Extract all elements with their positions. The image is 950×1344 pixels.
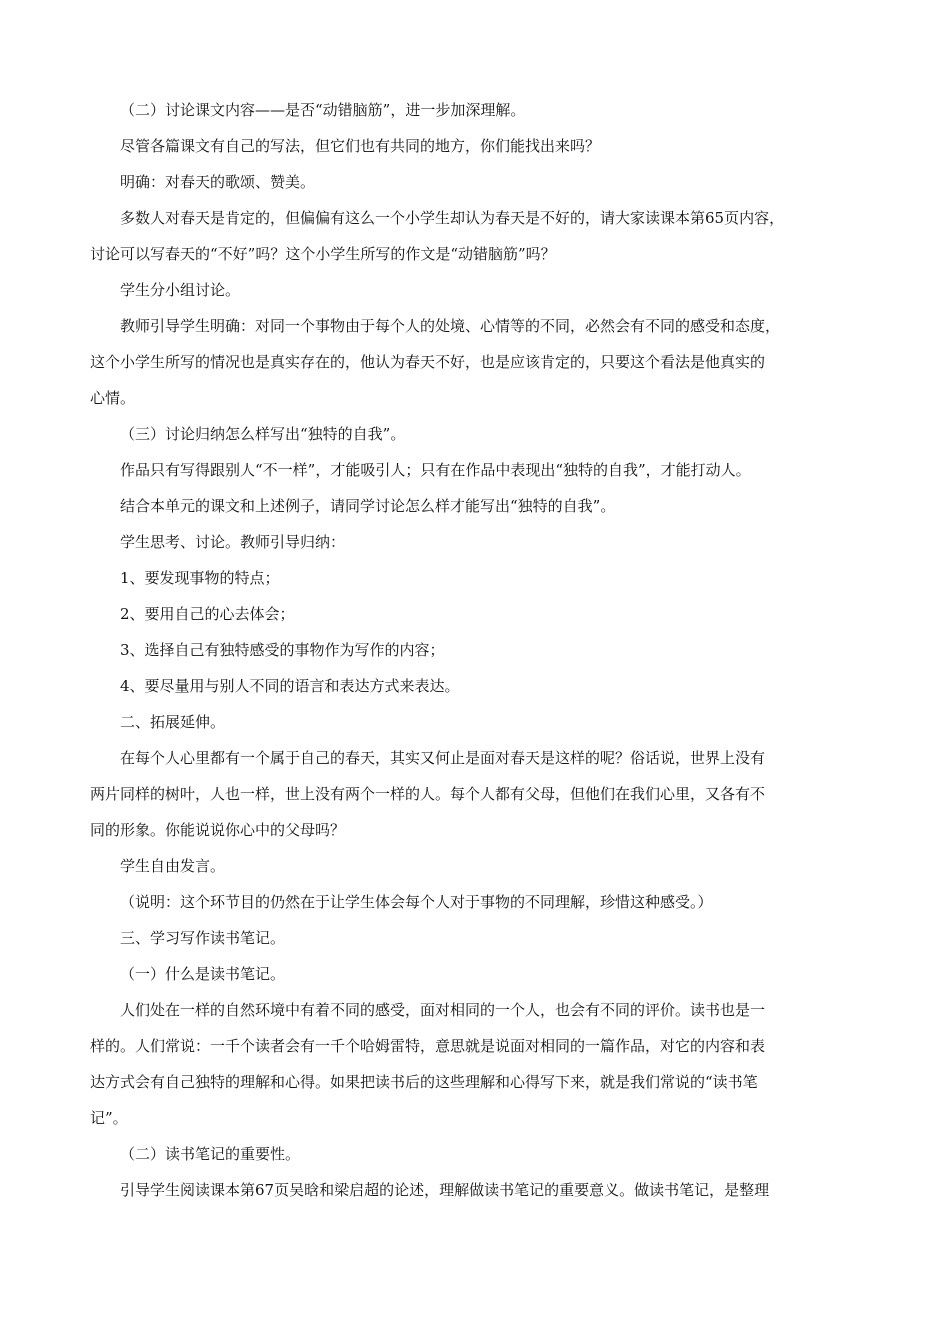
text-line: 多数人对春天是肯定的，但偏偏有这么一个小学生却认为春天是不好的，请大家读课本第65页内容， <box>120 209 785 227</box>
text-line: 达方式会有自己独特的理解和心得。如果把读书后的这些理解和心得写下来，就是我们常说的“读书笔 <box>90 1073 758 1091</box>
document-page <box>90 92 860 1208</box>
text-line: 作品只有写得跟别人“不一样”，才能吸引人；只有在作品中表现出“独特的自我”，才能打动人。 <box>120 461 751 479</box>
section-heading: （三）讨论归纳怎么样写出“独特的自我”。 <box>120 425 406 443</box>
text-line: 心情。 <box>90 389 136 407</box>
text-line: 引导学生阅读课本第67页吴晗和梁启超的论述，理解做读书笔记的重要意义。做读书笔记，是整理 <box>120 1181 770 1199</box>
text-line: 学生思考、讨论。教师引导归纳： <box>120 533 346 551</box>
text-line: 记”。 <box>90 1109 128 1127</box>
text-line: 学生分小组讨论。 <box>120 281 241 299</box>
text-line: 学生自由发言。 <box>120 857 226 875</box>
text-line: 样的。人们常说：一千个读者会有一千个哈姆雷特，意思就是说面对相同的一篇作品，对它的内容和表 <box>90 1037 766 1055</box>
text-line: 同的形象。你能说说你心中的父母吗？ <box>90 821 346 839</box>
text-line: 明确：对春天的歌颂、赞美。 <box>120 173 316 191</box>
section-heading: （二）读书笔记的重要性。 <box>120 1145 301 1163</box>
text-line: 两片同样的树叶，人也一样，世上没有两个一样的人。每个人都有父母，但他们在我们心里，又各有不 <box>90 785 766 803</box>
section-heading: （一）什么是读书笔记。 <box>120 965 286 983</box>
text-line: 讨论可以写春天的“不好”吗？这个小学生所写的作文是“动错脑筋”吗？ <box>90 245 556 263</box>
text-line: 教师引导学生明确：对同一个事物由于每个人的处境、心情等的不同，必然会有不同的感受和态度， <box>120 317 781 335</box>
text-line: 人们处在一样的自然环境中有着不同的感受，面对相同的一个人，也会有不同的评价。读书也是一 <box>120 1001 766 1019</box>
section-heading: 二、拓展延伸。 <box>120 713 226 731</box>
text-line: 结合本单元的课文和上述例子，请同学讨论怎么样才能写出“独特的自我”。 <box>120 497 616 515</box>
text-line: 尽管各篇课文有自己的写法，但它们也有共同的地方，你们能找出来吗？ <box>120 137 601 155</box>
section-heading: 三、学习写作读书笔记。 <box>120 929 286 947</box>
list-item: 3、选择自己有独特感受的事物作为写作的内容； <box>120 641 445 659</box>
list-item: 4、要尽量用与别人不同的语言和表达方式来表达。 <box>120 677 460 695</box>
text-line: 在每个人心里都有一个属于自己的春天，其实又何止是面对春天是这样的呢？俗话说，世界上没有 <box>120 749 766 767</box>
text-line: （说明：这个环节目的仍然在于让学生体会每个人对于事物的不同理解，珍惜这种感受。） <box>120 893 713 911</box>
list-item: 1、要发现事物的特点； <box>120 569 280 587</box>
text-line: （二）讨论课文内容——是否“动错脑筋”，进一步加深理解。 <box>120 101 526 119</box>
list-item: 2、要用自己的心去体会； <box>120 605 295 623</box>
text-line: 这个小学生所写的情况也是真实存在的，他认为春天不好，也是应该肯定的，只要这个看法是他真实的 <box>90 353 766 371</box>
